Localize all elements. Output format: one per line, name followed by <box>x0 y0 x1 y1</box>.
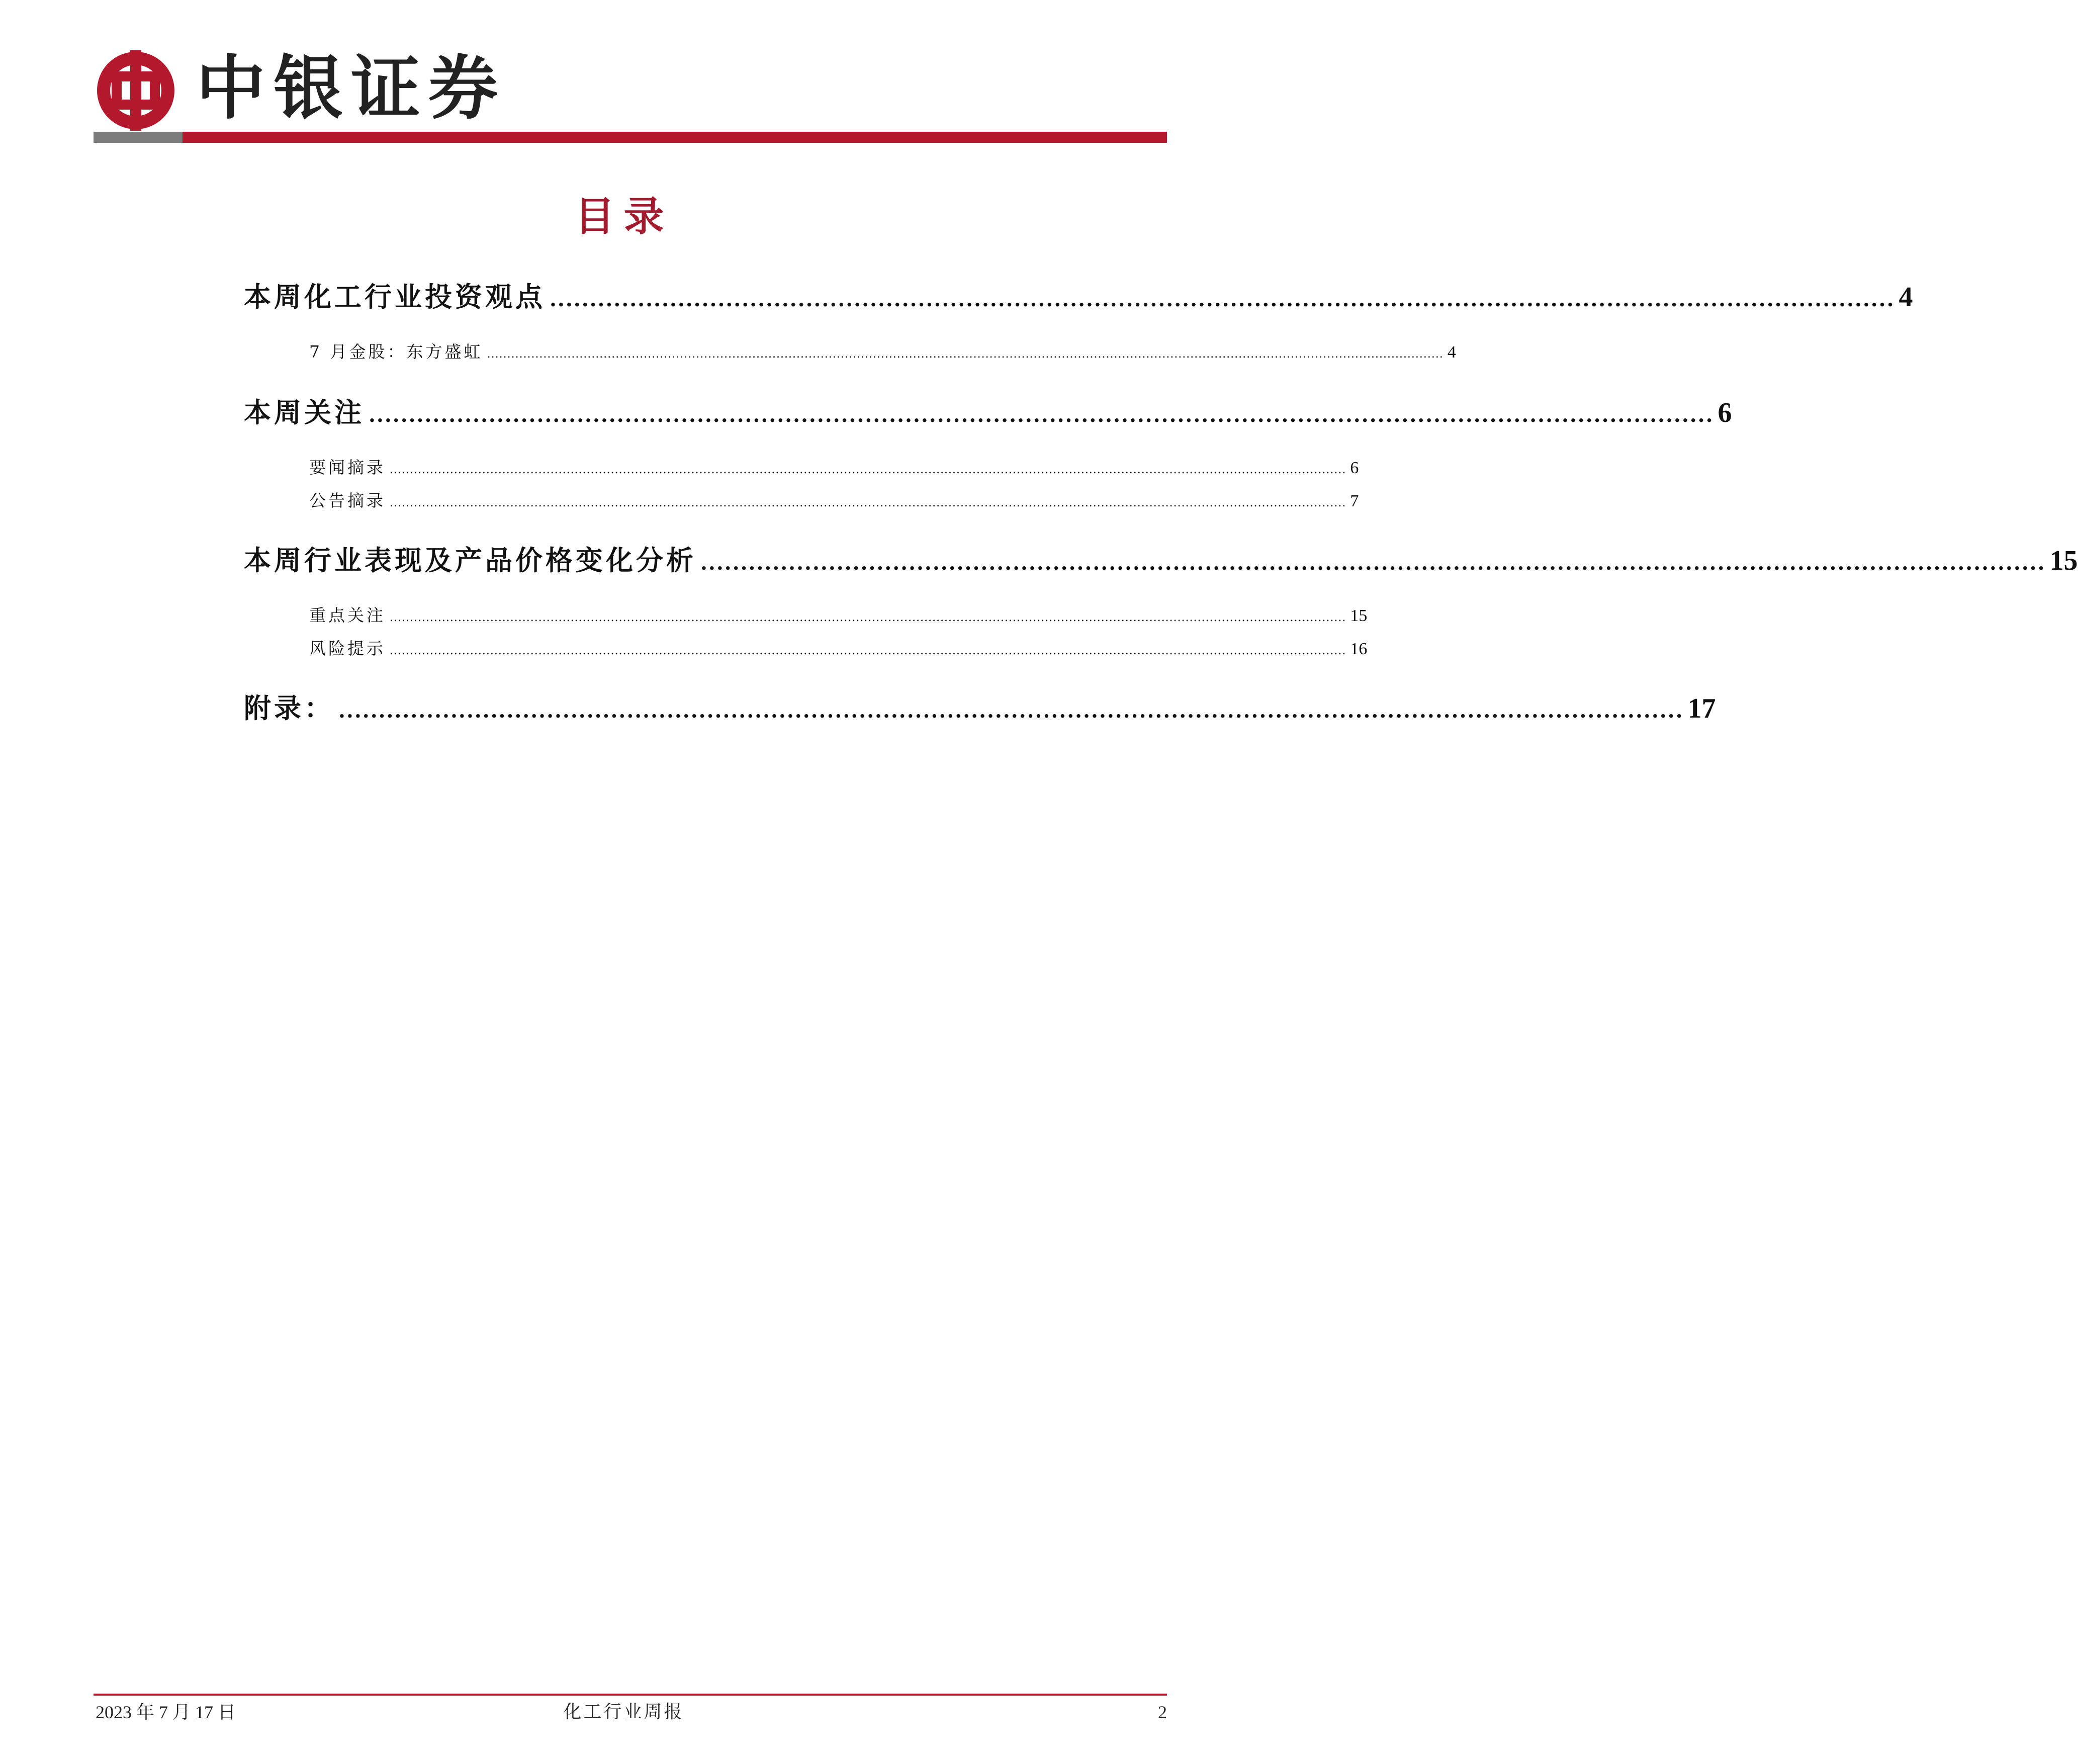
toc-entry-label: 重点关注 <box>309 605 386 625</box>
toc-leader-dots: ........................................................................................................................................................................ <box>369 403 1714 427</box>
toc-entry[interactable] <box>309 636 1368 661</box>
footer-rule <box>94 1694 1167 1696</box>
toc-leader-dots: ........................................................................................................................................................................ <box>338 699 1684 723</box>
toc-leader-dots: .............................................................................................................................................................................................................................................. <box>390 645 1346 657</box>
toc-entry-page: 6 <box>1350 459 1359 477</box>
toc-entry[interactable] <box>244 539 2078 579</box>
header-bar-red <box>183 132 1167 143</box>
toc-entry-page: 6 <box>1718 397 1732 428</box>
toc-entry-page: 15 <box>1350 606 1368 625</box>
footer-page-number: 2 <box>1158 1702 1167 1722</box>
toc-entry[interactable] <box>244 687 1716 727</box>
toc-entry-label: 本周关注 <box>244 396 365 428</box>
toc-entry[interactable] <box>309 339 1456 364</box>
toc-entry-label: 风险提示 <box>309 639 386 658</box>
brand-name: 中银证券 <box>196 47 506 129</box>
toc-entry-label: 附录： <box>244 692 334 724</box>
toc-entry-label: 公告摘录 <box>309 491 386 510</box>
toc-entry[interactable] <box>309 455 1359 480</box>
toc-entry[interactable] <box>309 488 1359 513</box>
toc-entry-page: 15 <box>2049 545 2078 576</box>
toc-leader-dots: .............................................................................................................................................................................................................................................. <box>390 497 1346 509</box>
toc-leader-dots: .............................................................................................................................................................................................................................................. <box>390 464 1346 476</box>
toc-leader-dots: .............................................................................................................................................................................................................................................. <box>390 611 1346 624</box>
toc-entry-page: 16 <box>1350 640 1368 658</box>
toc-entry[interactable] <box>244 276 1913 316</box>
footer-date: 2023 年 7 月 17 日 <box>96 1702 236 1722</box>
toc-leader-dots: ........................................................................................................................................................................ <box>700 551 2046 575</box>
toc-entry-label: 本周行业表现及产品价格变化分析 <box>244 544 696 576</box>
toc-title: 目录 <box>574 193 673 240</box>
toc-entry-label: 本周化工行业投资观点 <box>244 281 546 313</box>
toc-entry-label: 7 月金股：东方盛虹 <box>309 342 483 362</box>
toc-entry[interactable] <box>309 602 1368 628</box>
bank-of-china-logo-icon <box>96 50 176 131</box>
toc-entry-page: 7 <box>1350 492 1359 510</box>
toc-entry[interactable] <box>244 391 1732 431</box>
toc-leader-dots: .............................................................................................................................................................................................................................................. <box>487 348 1443 361</box>
toc-entry-page: 17 <box>1687 693 1716 724</box>
toc-entry-page: 4 <box>1447 343 1456 362</box>
footer-report-name: 化工行业周报 <box>563 1702 684 1722</box>
toc-entry-label: 要闻摘录 <box>309 458 386 477</box>
toc-entry-page: 4 <box>1899 282 1913 313</box>
toc-leader-dots: ........................................................................................................................................................................ <box>550 288 1895 311</box>
header-bar-grey <box>94 132 183 143</box>
